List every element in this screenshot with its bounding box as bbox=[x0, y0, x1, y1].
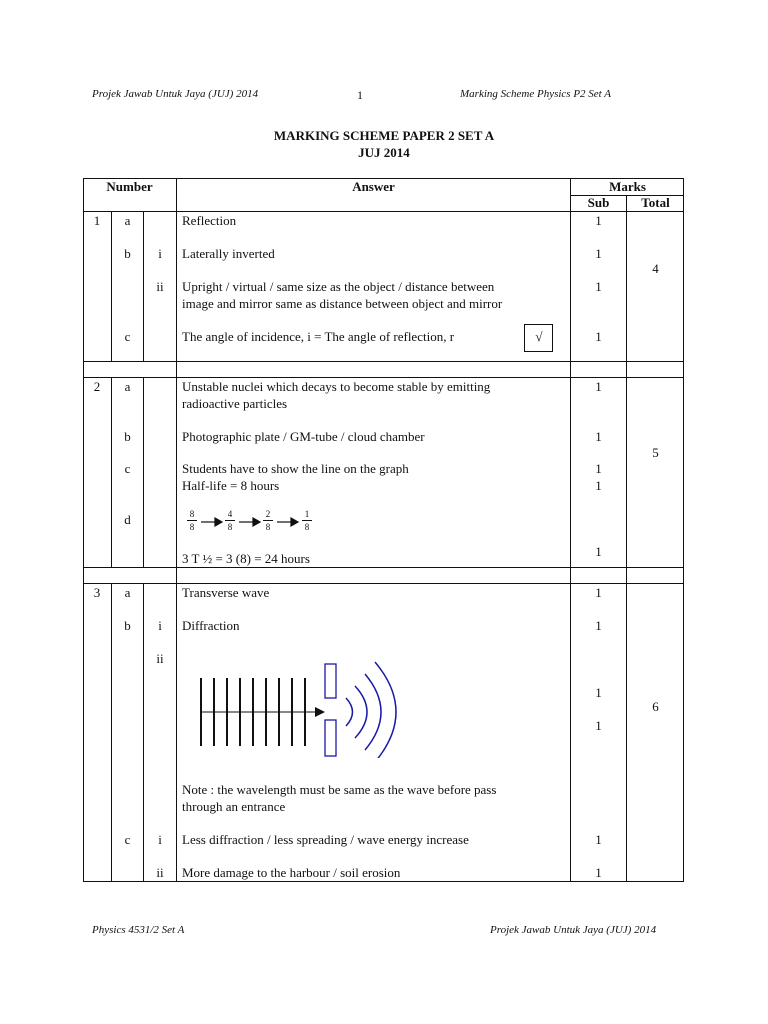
q2-part-c: c bbox=[124, 461, 131, 476]
q3-total: 6 bbox=[652, 699, 659, 714]
q1-part-bii: ii bbox=[156, 279, 164, 294]
q1c-mark: 1 bbox=[595, 329, 602, 344]
diffraction-diagram bbox=[193, 658, 418, 758]
header-left: Projek Jawab Untuk Jaya (JUJ) 2014 bbox=[92, 88, 259, 100]
q2c-mark-2: 1 bbox=[595, 478, 602, 493]
q3-part-c: c bbox=[124, 832, 131, 847]
q3bii-mark-1: 1 bbox=[595, 685, 602, 700]
q3a-answer: Transverse wave bbox=[182, 585, 270, 600]
q1-part-c: c bbox=[124, 329, 131, 344]
q2-part-b: b bbox=[124, 429, 131, 444]
q1a-answer: Reflection bbox=[182, 213, 237, 228]
header-number: Number bbox=[106, 179, 153, 194]
fraction-2-8: 2 8 bbox=[263, 509, 273, 532]
q2d-mark: 1 bbox=[595, 544, 602, 559]
q3-part-bi: i bbox=[158, 618, 162, 633]
q3bii-mark-2: 1 bbox=[595, 718, 602, 733]
q3ci-answer: Less diffraction / less spreading / wave energy increase bbox=[182, 832, 469, 847]
q2-part-d: d bbox=[124, 512, 131, 527]
q1bi-answer: Laterally inverted bbox=[182, 246, 275, 261]
fraction-4-8: 4 8 bbox=[225, 509, 235, 532]
document-subtitle: JUJ 2014 bbox=[358, 145, 410, 160]
q1-part-a: a bbox=[124, 213, 131, 228]
footer-right: Projek Jawab Untuk Jaya (JUJ) 2014 bbox=[490, 924, 657, 936]
q3-part-cii: ii bbox=[156, 865, 164, 880]
q2d-answer: 3 T ½ = 3 (8) = 24 hours bbox=[182, 551, 310, 566]
q2-number: 2 bbox=[93, 379, 101, 394]
q3-part-ci: i bbox=[158, 832, 162, 847]
header-marks: Marks bbox=[609, 179, 646, 194]
q3-number: 3 bbox=[93, 585, 101, 600]
q3cii-answer: More damage to the harbour / soil erosion bbox=[182, 865, 401, 880]
q1a-mark: 1 bbox=[595, 213, 602, 228]
q2a-answer-line1: Unstable nuclei which decays to become stable by emitting bbox=[182, 379, 491, 394]
q2c-mark-1: 1 bbox=[595, 461, 602, 476]
page-number: 1 bbox=[357, 88, 363, 102]
header-answer: Answer bbox=[352, 179, 395, 194]
header-right: Marking Scheme Physics P2 Set A bbox=[460, 88, 612, 100]
document-title: MARKING SCHEME PAPER 2 SET A bbox=[273, 128, 495, 143]
q3a-mark: 1 bbox=[595, 585, 602, 600]
q3-part-bii: ii bbox=[156, 651, 164, 666]
q2a-mark: 1 bbox=[595, 379, 602, 394]
q2a-answer-line2: radioactive particles bbox=[182, 396, 288, 411]
q1-part-b: b bbox=[124, 246, 131, 261]
tick-mark: √ bbox=[535, 329, 543, 344]
q1bi-mark: 1 bbox=[595, 246, 602, 261]
diffracted-waves bbox=[346, 662, 396, 758]
q3bi-mark: 1 bbox=[595, 618, 602, 633]
q3-note-line2: through an entrance bbox=[182, 799, 286, 814]
q1c-answer: The angle of incidence, i = The angle of reflection, r bbox=[182, 329, 455, 344]
q2c-answer-line1: Students have to show the line on the graph bbox=[182, 461, 409, 476]
q3bi-answer: Diffraction bbox=[182, 618, 240, 633]
barrier-lower bbox=[325, 720, 336, 756]
q3-part-b: b bbox=[124, 618, 131, 633]
marking-table bbox=[83, 178, 684, 882]
header-total: Total bbox=[641, 195, 670, 210]
q1bii-answer-line2: image and mirror same as distance between object and mirror bbox=[182, 296, 503, 311]
q1-total: 4 bbox=[652, 261, 659, 276]
q2b-mark: 1 bbox=[595, 429, 602, 444]
fraction-1-8: 1 8 bbox=[302, 509, 312, 532]
q1-number: 1 bbox=[93, 213, 101, 228]
q2-total: 5 bbox=[652, 445, 659, 460]
q1bii-answer-line1: Upright / virtual / same size as the object / distance between bbox=[182, 279, 495, 294]
fraction-8-8: 8 8 bbox=[187, 509, 197, 532]
q3cii-mark: 1 bbox=[595, 865, 602, 880]
barrier-upper bbox=[325, 664, 336, 698]
q3-part-a: a bbox=[124, 585, 131, 600]
header-sub: Sub bbox=[587, 195, 610, 210]
q1-part-bi: i bbox=[158, 246, 162, 261]
q2b-answer: Photographic plate / GM-tube / cloud chamber bbox=[182, 429, 425, 444]
q1bii-mark: 1 bbox=[595, 279, 602, 294]
q3-note-line1: Note : the wavelength must be same as the wave before pass bbox=[182, 782, 497, 797]
q2c-answer-line2: Half-life = 8 hours bbox=[182, 478, 280, 493]
q2-part-a: a bbox=[124, 379, 131, 394]
q3ci-mark: 1 bbox=[595, 832, 602, 847]
decay-arrows bbox=[199, 516, 304, 528]
footer-left: Physics 4531/2 Set A bbox=[92, 924, 185, 936]
